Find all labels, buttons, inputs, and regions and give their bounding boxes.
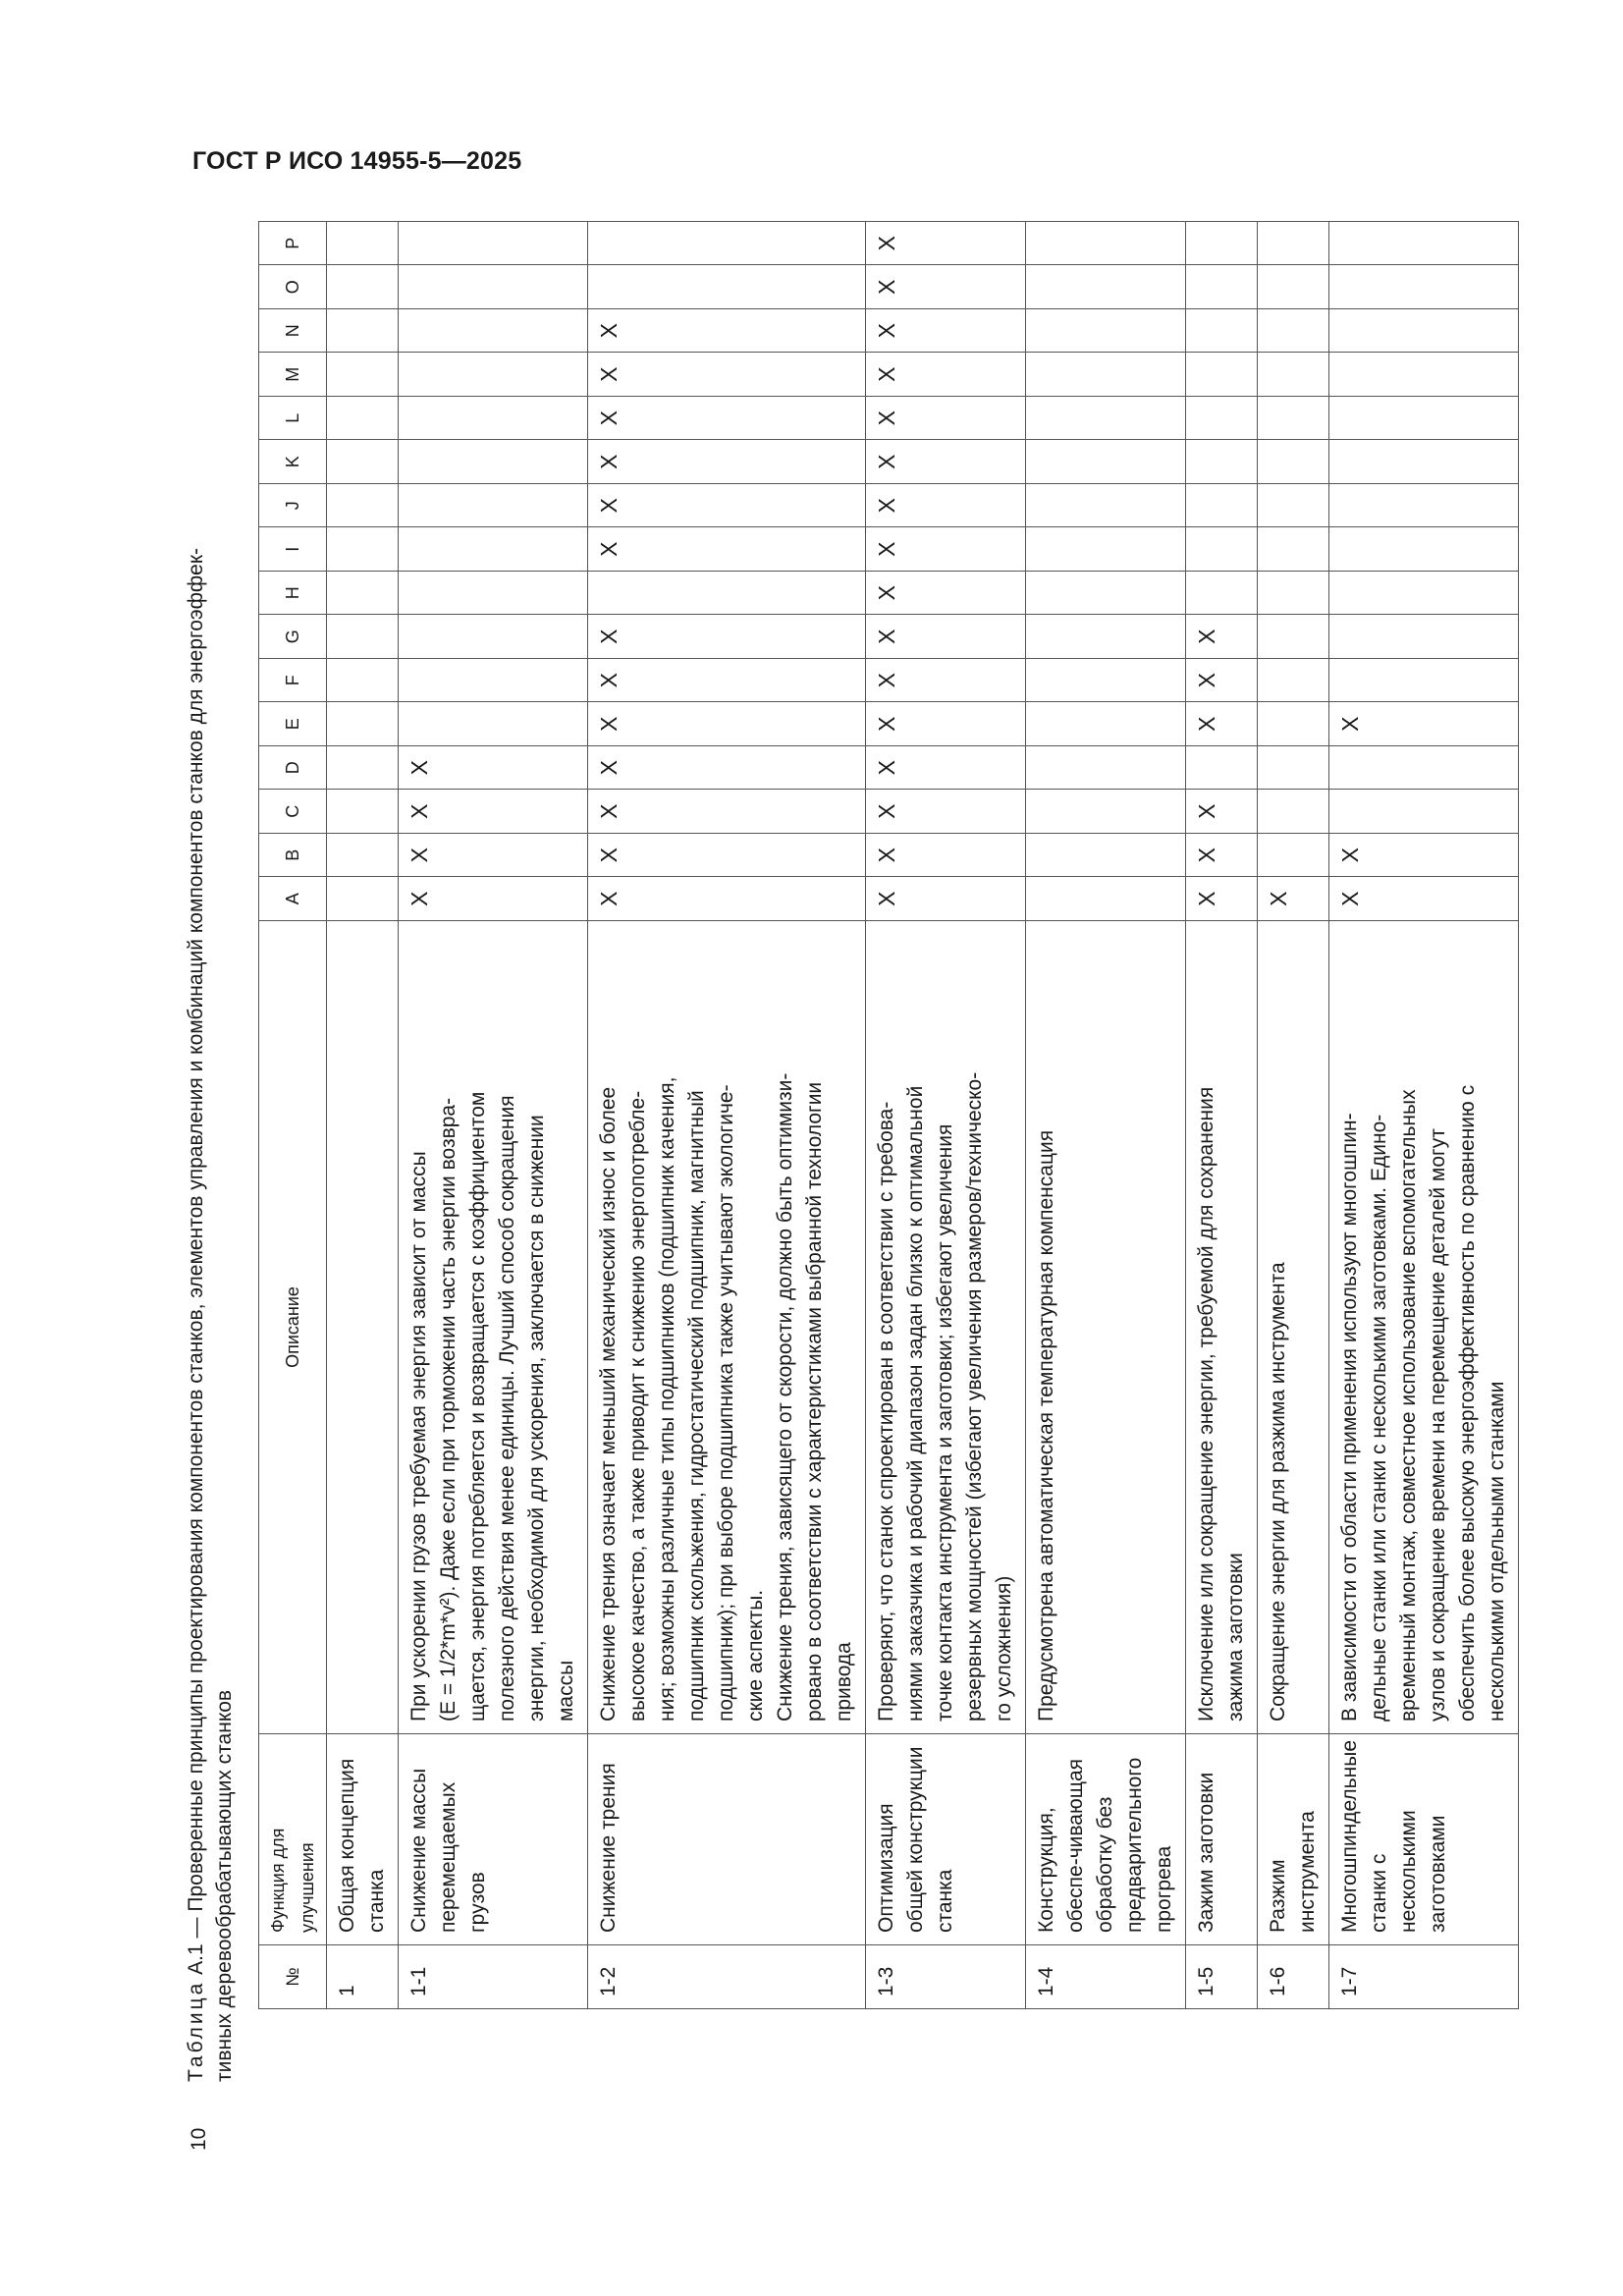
cell-mark [588, 222, 866, 266]
cell-mark [327, 834, 399, 878]
cell-mark [588, 527, 866, 572]
x-mark: X [874, 673, 899, 688]
x-mark: X [874, 279, 899, 295]
description-line: ния; возможны различные типы подшипников (подшипник качения, [656, 1076, 678, 1722]
cell-mark [866, 222, 1026, 266]
cell-mark [1026, 440, 1186, 484]
description-line: ниями заказчика и рабочий диапазон задан близко к оптимальной [904, 1085, 927, 1722]
cell-mark [1258, 440, 1329, 484]
cell-mark [1329, 877, 1519, 921]
col-header-letter: B [259, 834, 327, 878]
cell-mark [588, 572, 866, 616]
cell-mark [399, 659, 588, 703]
cell-mark [1258, 527, 1329, 572]
cell-number: 1-3 [866, 1945, 1026, 2009]
cell-mark [1186, 265, 1258, 309]
cell-mark [1258, 659, 1329, 703]
x-mark: X [596, 891, 622, 906]
description-line: массы [555, 1660, 577, 1722]
x-mark: X [596, 760, 622, 776]
x-mark: X [406, 760, 432, 776]
description-line: Исключение или сокращение энергии, требуемой для сохранения [1195, 1086, 1217, 1722]
table-row [866, 222, 1026, 2009]
cell-mark [399, 790, 588, 834]
cell-mark [1258, 265, 1329, 309]
cell-mark [1026, 309, 1186, 354]
cell-mark [1026, 746, 1186, 791]
col-header-letter: O [259, 265, 327, 309]
table-row [1329, 222, 1519, 2009]
cell-mark [1329, 659, 1519, 703]
cell-mark [588, 615, 866, 659]
x-mark: X [596, 410, 622, 426]
description-line: временный монтаж, совместное использование вспомогательных [1397, 1089, 1420, 1722]
cell-mark [327, 527, 399, 572]
cell-mark [1026, 659, 1186, 703]
cell-mark [1186, 702, 1258, 746]
cell-number: 1-6 [1258, 1945, 1329, 2009]
table-row [588, 222, 866, 2009]
cell-mark [327, 309, 399, 354]
x-mark: X [1266, 891, 1291, 906]
x-mark: X [1337, 891, 1363, 906]
cell-mark [1329, 265, 1519, 309]
cell-mark [588, 265, 866, 309]
cell-mark [1186, 309, 1258, 354]
col-header-no: № [259, 1945, 327, 2009]
cell-mark [1186, 484, 1258, 528]
x-mark: X [596, 629, 622, 644]
col-header-letter: N [259, 309, 327, 354]
cell-mark [588, 353, 866, 397]
cell-mark [399, 527, 588, 572]
cell-mark [327, 353, 399, 397]
x-mark: X [874, 236, 899, 251]
description-line: го усложнения) [993, 1575, 1015, 1722]
col-header-letter: P [259, 222, 327, 266]
description-line: высокое качество, а также приводит к снижению энергопотребле- [626, 1090, 649, 1722]
cell-mark [1186, 572, 1258, 616]
cell-mark [588, 834, 866, 878]
col-header-letter: I [259, 527, 327, 572]
x-mark: X [1194, 803, 1219, 819]
cell-description [327, 921, 399, 1734]
cell-mark [588, 484, 866, 528]
x-mark: X [596, 366, 622, 382]
cell-function: Общая концепция станка [327, 1734, 399, 1945]
cell-function: Многошпиндельные станки с несколькими заготовками [1329, 1734, 1519, 1945]
x-mark: X [874, 323, 899, 339]
cell-mark [1186, 790, 1258, 834]
cell-mark [327, 222, 399, 266]
rotated-table-region [182, 206, 1508, 2151]
cell-mark [1186, 222, 1258, 266]
cell-mark [1329, 353, 1519, 397]
cell-mark [399, 222, 588, 266]
cell-mark [588, 746, 866, 791]
description-line: В зависимости от области применения используют многошпин- [1338, 1113, 1361, 1722]
cell-mark [1026, 615, 1186, 659]
description-line: привода [833, 1642, 855, 1722]
cell-mark [1026, 265, 1186, 309]
cell-mark [1026, 790, 1186, 834]
cell-mark [399, 265, 588, 309]
description-line: несколькими отдельными станками [1486, 1381, 1508, 1722]
col-header-letter: M [259, 353, 327, 397]
principles-table [258, 221, 1519, 2009]
description-line: Снижение трения, зависящего от скорости, должно быть оптимизи- [774, 1072, 796, 1722]
cell-function: Конструкция, обеспе-чивающая обработку без предварительного прогрева [1026, 1734, 1186, 1945]
cell-mark [1026, 353, 1186, 397]
cell-mark [1026, 702, 1186, 746]
cell-mark [1329, 834, 1519, 878]
cell-mark [588, 397, 866, 441]
col-header-letter: E [259, 702, 327, 746]
cell-mark [327, 702, 399, 746]
cell-mark [588, 440, 866, 484]
cell-mark [327, 484, 399, 528]
description-line: резервных мощностей (избегают увеличения размеров/техническо- [963, 1071, 986, 1722]
col-header-letter: J [259, 484, 327, 528]
description-line: точке контакта инструмента и заготовки; избегают увеличения [934, 1123, 956, 1722]
description-line: Предусмотрена автоматическая температурная компенсация [1035, 1129, 1057, 1722]
col-header-function: Функция для улучшения [259, 1734, 327, 1945]
cell-mark [327, 397, 399, 441]
cell-mark [1186, 397, 1258, 441]
table-row [327, 222, 399, 2009]
x-mark: X [1194, 673, 1219, 688]
cell-mark [399, 746, 588, 791]
cell-mark [1186, 746, 1258, 791]
table-row [399, 222, 588, 2009]
cell-mark [327, 790, 399, 834]
cell-mark [866, 572, 1026, 616]
cell-mark [399, 834, 588, 878]
description-line: узлов и сокращение времени на перемещение деталей могут [1427, 1128, 1449, 1722]
cell-mark [866, 834, 1026, 878]
cell-mark [866, 484, 1026, 528]
x-mark: X [874, 541, 899, 557]
cell-mark [866, 877, 1026, 921]
cell-mark [327, 440, 399, 484]
cell-mark [327, 659, 399, 703]
cell-description [866, 921, 1026, 1734]
table-caption-text-2: тивных деревообрабатывающих станков [213, 1689, 236, 2082]
x-mark: X [874, 847, 899, 863]
col-header-letter: H [259, 572, 327, 616]
x-mark: X [874, 454, 899, 469]
x-mark: X [1337, 847, 1363, 863]
description-line: При ускорении грузов требуемая энергия зависит от массы [407, 1151, 430, 1722]
cell-mark [1026, 572, 1186, 616]
table-header-row [259, 222, 327, 2009]
cell-mark [327, 572, 399, 616]
description-line: подшипник скольжения, гидростатический подшипник, магнитный [685, 1090, 708, 1722]
cell-mark [1186, 659, 1258, 703]
x-mark: X [596, 498, 622, 514]
description-line: ровано в соответствии с характеристиками выбранной технологии [803, 1081, 826, 1722]
description-line: (E = 1/2*m*v²). Даже если при торможении часть энергии возвра- [437, 1097, 460, 1722]
cell-mark [1026, 877, 1186, 921]
cell-mark [866, 702, 1026, 746]
cell-mark [588, 790, 866, 834]
col-header-letter: K [259, 440, 327, 484]
cell-mark [1329, 222, 1519, 266]
cell-mark [327, 265, 399, 309]
col-header-letter: A [259, 877, 327, 921]
cell-mark [1026, 222, 1186, 266]
col-header-letter: L [259, 397, 327, 441]
cell-mark [866, 615, 1026, 659]
cell-number: 1-4 [1026, 1945, 1186, 2009]
cell-mark [1258, 615, 1329, 659]
table-body [327, 222, 1519, 2009]
cell-mark [1258, 397, 1329, 441]
col-header-letter: D [259, 746, 327, 791]
description-line: Снижение трения означает меньший механический износ и более [597, 1086, 620, 1722]
cell-mark [1329, 790, 1519, 834]
description-line: энергии, необходимой для ускорения, заключается в снижении [525, 1115, 548, 1722]
cell-number: 1-5 [1186, 1945, 1258, 2009]
cell-mark [1329, 527, 1519, 572]
cell-mark [399, 440, 588, 484]
cell-mark [1026, 834, 1186, 878]
description-line: подшипник); при выборе подшипника также учитывают экологиче- [715, 1084, 737, 1722]
x-mark: X [406, 847, 432, 863]
col-header-letter: C [259, 790, 327, 834]
cell-mark [1186, 440, 1258, 484]
cell-mark [1329, 746, 1519, 791]
description-line: дельные станки или станки с несколькими заготовками. Едино- [1368, 1114, 1390, 1722]
cell-mark [399, 397, 588, 441]
cell-mark [866, 265, 1026, 309]
description-line: ские аспекты. [744, 1589, 767, 1722]
x-mark: X [874, 716, 899, 732]
x-mark: X [874, 410, 899, 426]
x-mark: X [874, 629, 899, 644]
cell-mark [399, 702, 588, 746]
cell-mark [399, 615, 588, 659]
x-mark: X [874, 803, 899, 819]
cell-mark [1329, 572, 1519, 616]
cell-mark [1329, 615, 1519, 659]
description-line: Сокращение энергии для разжима инструмента [1267, 1262, 1289, 1722]
cell-mark [1186, 527, 1258, 572]
cell-mark [1186, 877, 1258, 921]
x-mark: X [406, 891, 432, 906]
cell-mark [1186, 834, 1258, 878]
cell-number: 1 [327, 1945, 399, 2009]
x-mark: X [1194, 629, 1219, 644]
x-mark: X [874, 585, 899, 601]
description-line: зажима заготовки [1224, 1553, 1247, 1722]
cell-mark [1329, 397, 1519, 441]
cell-description [1186, 921, 1258, 1734]
cell-mark [1258, 702, 1329, 746]
cell-mark [588, 702, 866, 746]
cell-mark [327, 877, 399, 921]
cell-description [588, 921, 866, 1734]
description-line: щается, энергия потребляется и возвращается с коэффициентом [466, 1091, 489, 1722]
x-mark: X [874, 366, 899, 382]
description-line: полезного действия менее единицы. Лучший способ сокращения [496, 1095, 518, 1722]
x-mark: X [596, 323, 622, 339]
x-mark: X [874, 891, 899, 906]
cell-number: 1-2 [588, 1945, 866, 2009]
cell-description [1026, 921, 1186, 1734]
table-caption [182, 206, 239, 2082]
cell-mark [866, 659, 1026, 703]
cell-function: Снижение трения [588, 1734, 866, 1945]
cell-mark [866, 440, 1026, 484]
cell-mark [1329, 702, 1519, 746]
cell-mark [1258, 222, 1329, 266]
table-caption-label: Таблица [185, 1980, 207, 2082]
cell-mark [399, 572, 588, 616]
cell-mark [1026, 484, 1186, 528]
table-caption-text: А.1 — Проверенные принципы проектирования компонентов станков, элементов управления и комбинаций компонентов станков для энергоэффек- [185, 547, 207, 1981]
x-mark: X [596, 454, 622, 469]
x-mark: X [1194, 716, 1219, 732]
x-mark: X [1194, 891, 1219, 906]
cell-mark [1258, 877, 1329, 921]
cell-mark [1258, 746, 1329, 791]
cell-mark [1258, 309, 1329, 354]
cell-function: Оптимизация общей конструкции станка [866, 1734, 1026, 1945]
cell-mark [866, 790, 1026, 834]
x-mark: X [1194, 847, 1219, 863]
cell-mark [1258, 572, 1329, 616]
cell-mark [1186, 353, 1258, 397]
cell-function: Зажим заготовки [1186, 1734, 1258, 1945]
col-header-letter: G [259, 615, 327, 659]
x-mark: X [596, 673, 622, 688]
table-row [1186, 222, 1258, 2009]
cell-mark [866, 309, 1026, 354]
cell-mark [866, 746, 1026, 791]
cell-mark [1258, 353, 1329, 397]
x-mark: X [874, 760, 899, 776]
cell-mark [1329, 309, 1519, 354]
table-row [1026, 222, 1186, 2009]
cell-mark [866, 353, 1026, 397]
cell-mark [588, 659, 866, 703]
cell-mark [1026, 527, 1186, 572]
description-line: обеспечить более высокую энергоэффективность по сравнению с [1456, 1084, 1479, 1722]
cell-mark [327, 746, 399, 791]
cell-function: Разжим инструмента [1258, 1734, 1329, 1945]
col-header-description: Описание [259, 921, 327, 1734]
cell-mark [399, 877, 588, 921]
cell-mark [1186, 615, 1258, 659]
page-number: 10 [188, 2127, 210, 2151]
cell-mark [1329, 484, 1519, 528]
cell-description [399, 921, 588, 1734]
x-mark: X [596, 716, 622, 732]
col-header-letter: F [259, 659, 327, 703]
cell-mark [588, 309, 866, 354]
cell-mark [327, 615, 399, 659]
cell-number: 1-1 [399, 1945, 588, 2009]
x-mark: X [874, 498, 899, 514]
x-mark: X [596, 847, 622, 863]
description-line: Проверяют, что станок спроектирован в соответствии с требова- [875, 1101, 897, 1722]
cell-mark [866, 397, 1026, 441]
cell-description [1258, 921, 1329, 1734]
document-header: ГОСТ Р ИСО 14955-5—2025 [192, 147, 522, 175]
cell-mark [1258, 790, 1329, 834]
cell-number: 1-7 [1329, 1945, 1519, 2009]
cell-mark [1329, 440, 1519, 484]
cell-mark [1026, 397, 1186, 441]
cell-mark [1258, 834, 1329, 878]
x-mark: X [596, 803, 622, 819]
cell-function: Снижение массы перемещаемых грузов [399, 1734, 588, 1945]
cell-mark [866, 527, 1026, 572]
cell-mark [1258, 484, 1329, 528]
x-mark: X [406, 803, 432, 819]
x-mark: X [1337, 716, 1363, 732]
table-row [1258, 222, 1329, 2009]
cell-description [1329, 921, 1519, 1734]
cell-mark [399, 353, 588, 397]
cell-mark [588, 877, 866, 921]
x-mark: X [596, 541, 622, 557]
cell-mark [399, 309, 588, 354]
cell-mark [399, 484, 588, 528]
